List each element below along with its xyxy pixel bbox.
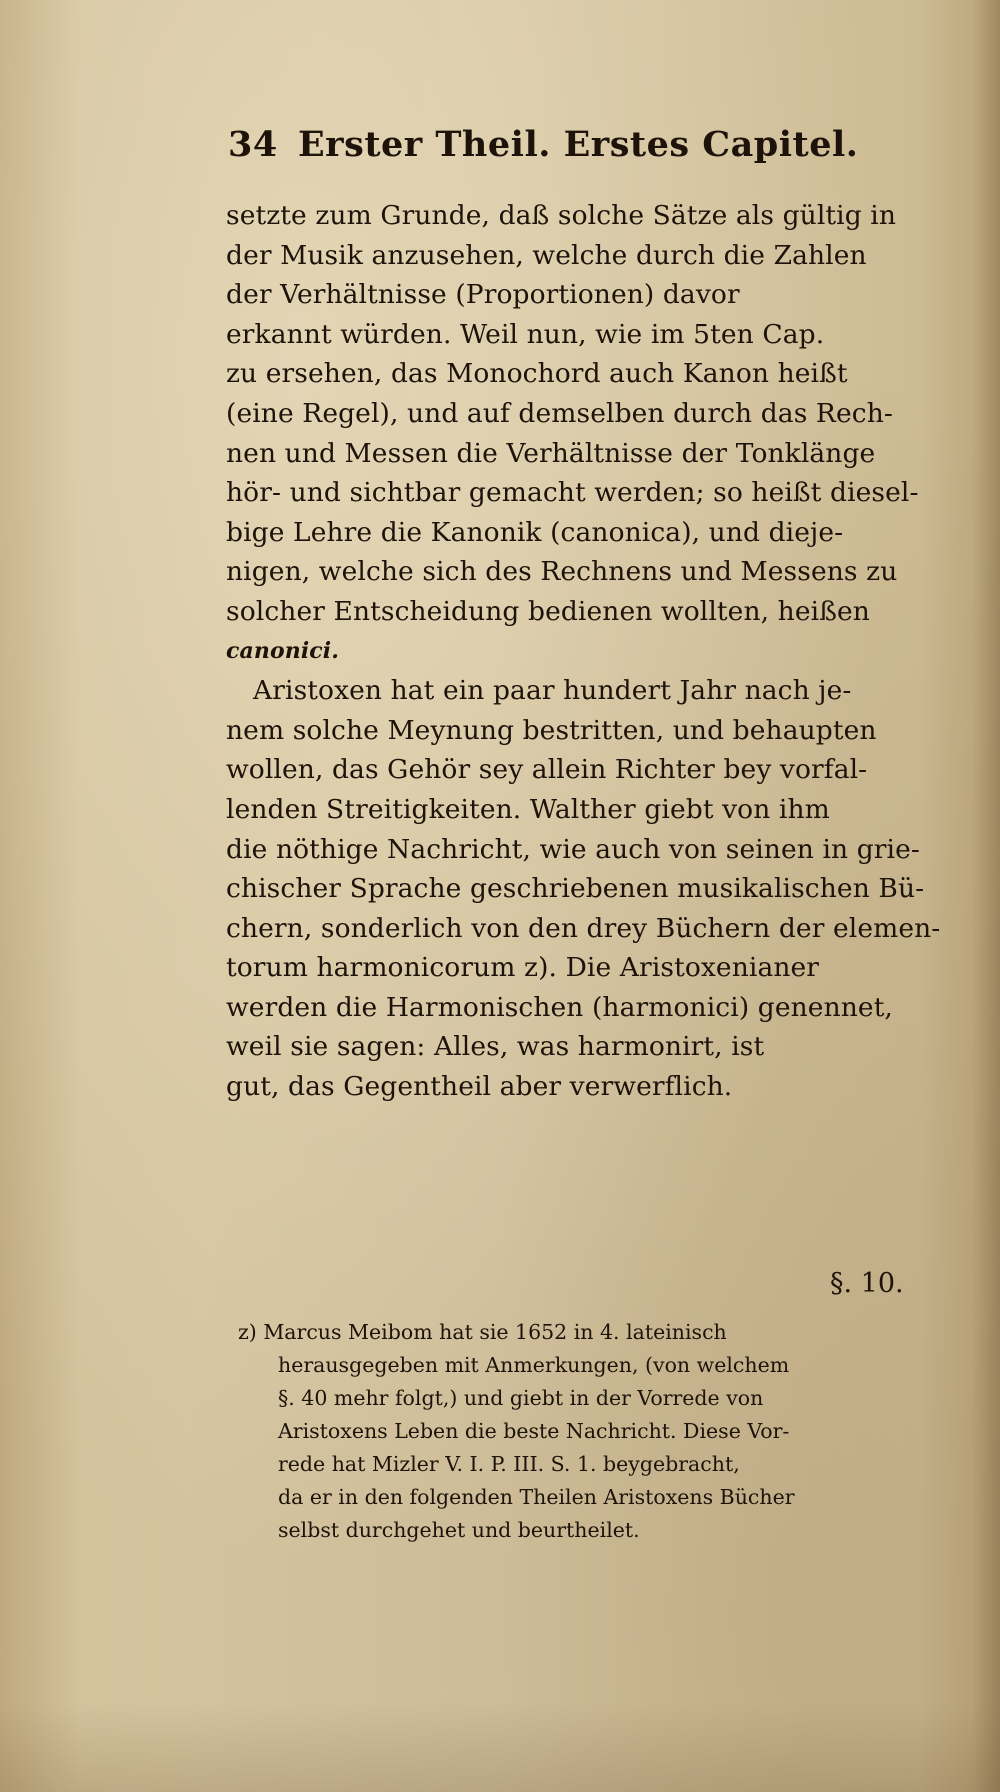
text-line: hör- und sichtbar gemacht werden; so heißt diesel-: [226, 477, 919, 509]
text-line: torum harmonicorum z). Die Aristoxenianer: [226, 952, 820, 984]
footnote-line: da er in den folgenden Theilen Aristoxens Bücher: [278, 1485, 795, 1509]
text-line: bige Lehre die Kanonik (canonica), und dieje-: [226, 516, 844, 548]
text-line: setzte zum Grunde, daß solche Sätze als gültig in: [226, 200, 897, 231]
text-line: der Verhältnisse (Proportionen) davor: [226, 279, 740, 311]
text-line: chischer Sprache geschriebenen musikalischen Bü-: [226, 873, 925, 905]
text-line: nem solche Meynung bestritten, und behaupten: [226, 714, 877, 746]
text-line: gut, das Gegentheil aber verwerflich.: [226, 1071, 733, 1103]
text-line: nigen, welche sich des Rechnens und Messens zu: [226, 556, 898, 588]
page-header: [228, 118, 859, 174]
footnote-line: selbst durchgehet und beurtheilet.: [278, 1518, 640, 1542]
text-line: solcher Entscheidung bedienen wollten, heißen: [226, 595, 870, 627]
text-line: werden die Harmonischen (harmonici) genennet,: [226, 991, 893, 1023]
footnote-line: z) Marcus Meibom hat sie 1652 in 4. lateinisch: [238, 1320, 727, 1344]
paragraph-start-line: Aristoxen hat ein paar hundert Jahr nach je-: [253, 675, 852, 707]
text-line: wollen, das Gehör sey allein Richter bey vorfal-: [226, 754, 868, 786]
text-line: zu ersehen, das Monochord auch Kanon heißt: [226, 358, 848, 390]
page-number: 34: [228, 124, 278, 165]
text-line: nen und Messen die Verhältnisse der Tonklänge: [226, 437, 876, 469]
text-line: erkannt würden. Weil nun, wie im 5ten Cap.: [226, 318, 825, 350]
text-line: chern, sonderlich von den drey Büchern der elemen-: [226, 912, 941, 944]
text-line: canonici.: [226, 637, 339, 664]
text-line: lenden Streitigkeiten. Walther giebt von ihm: [226, 793, 830, 825]
page-bottom-stain: [0, 1702, 1000, 1792]
running-head: Erster Theil. Erstes Capitel.: [298, 124, 859, 165]
footnote-line: Aristoxens Leben die beste Nachricht. Diese Vor-: [278, 1419, 790, 1443]
footnote-line: herausgegeben mit Anmerkungen, (von welchem: [278, 1353, 790, 1377]
main-text: [226, 196, 946, 1107]
footnote: [238, 1316, 938, 1547]
footnote-line: §. 40 mehr folgt,) und giebt in der Vorrede von: [278, 1386, 764, 1410]
page-edge-shadow: [972, 0, 1000, 1792]
next-section-mark: §. 10.: [830, 1268, 904, 1299]
footnote-line: rede hat Mizler V. I. P. III. S. 1. beygebracht,: [278, 1452, 740, 1476]
text-line: (eine Regel), und auf demselben durch das Rech-: [226, 397, 893, 429]
text-line: weil sie sagen: Alles, was harmonirt, ist: [226, 1031, 765, 1063]
text-line: der Musik anzusehen, welche durch die Zahlen: [226, 239, 867, 271]
text-line: die nöthige Nachricht, wie auch von seinen in grie-: [226, 833, 920, 865]
